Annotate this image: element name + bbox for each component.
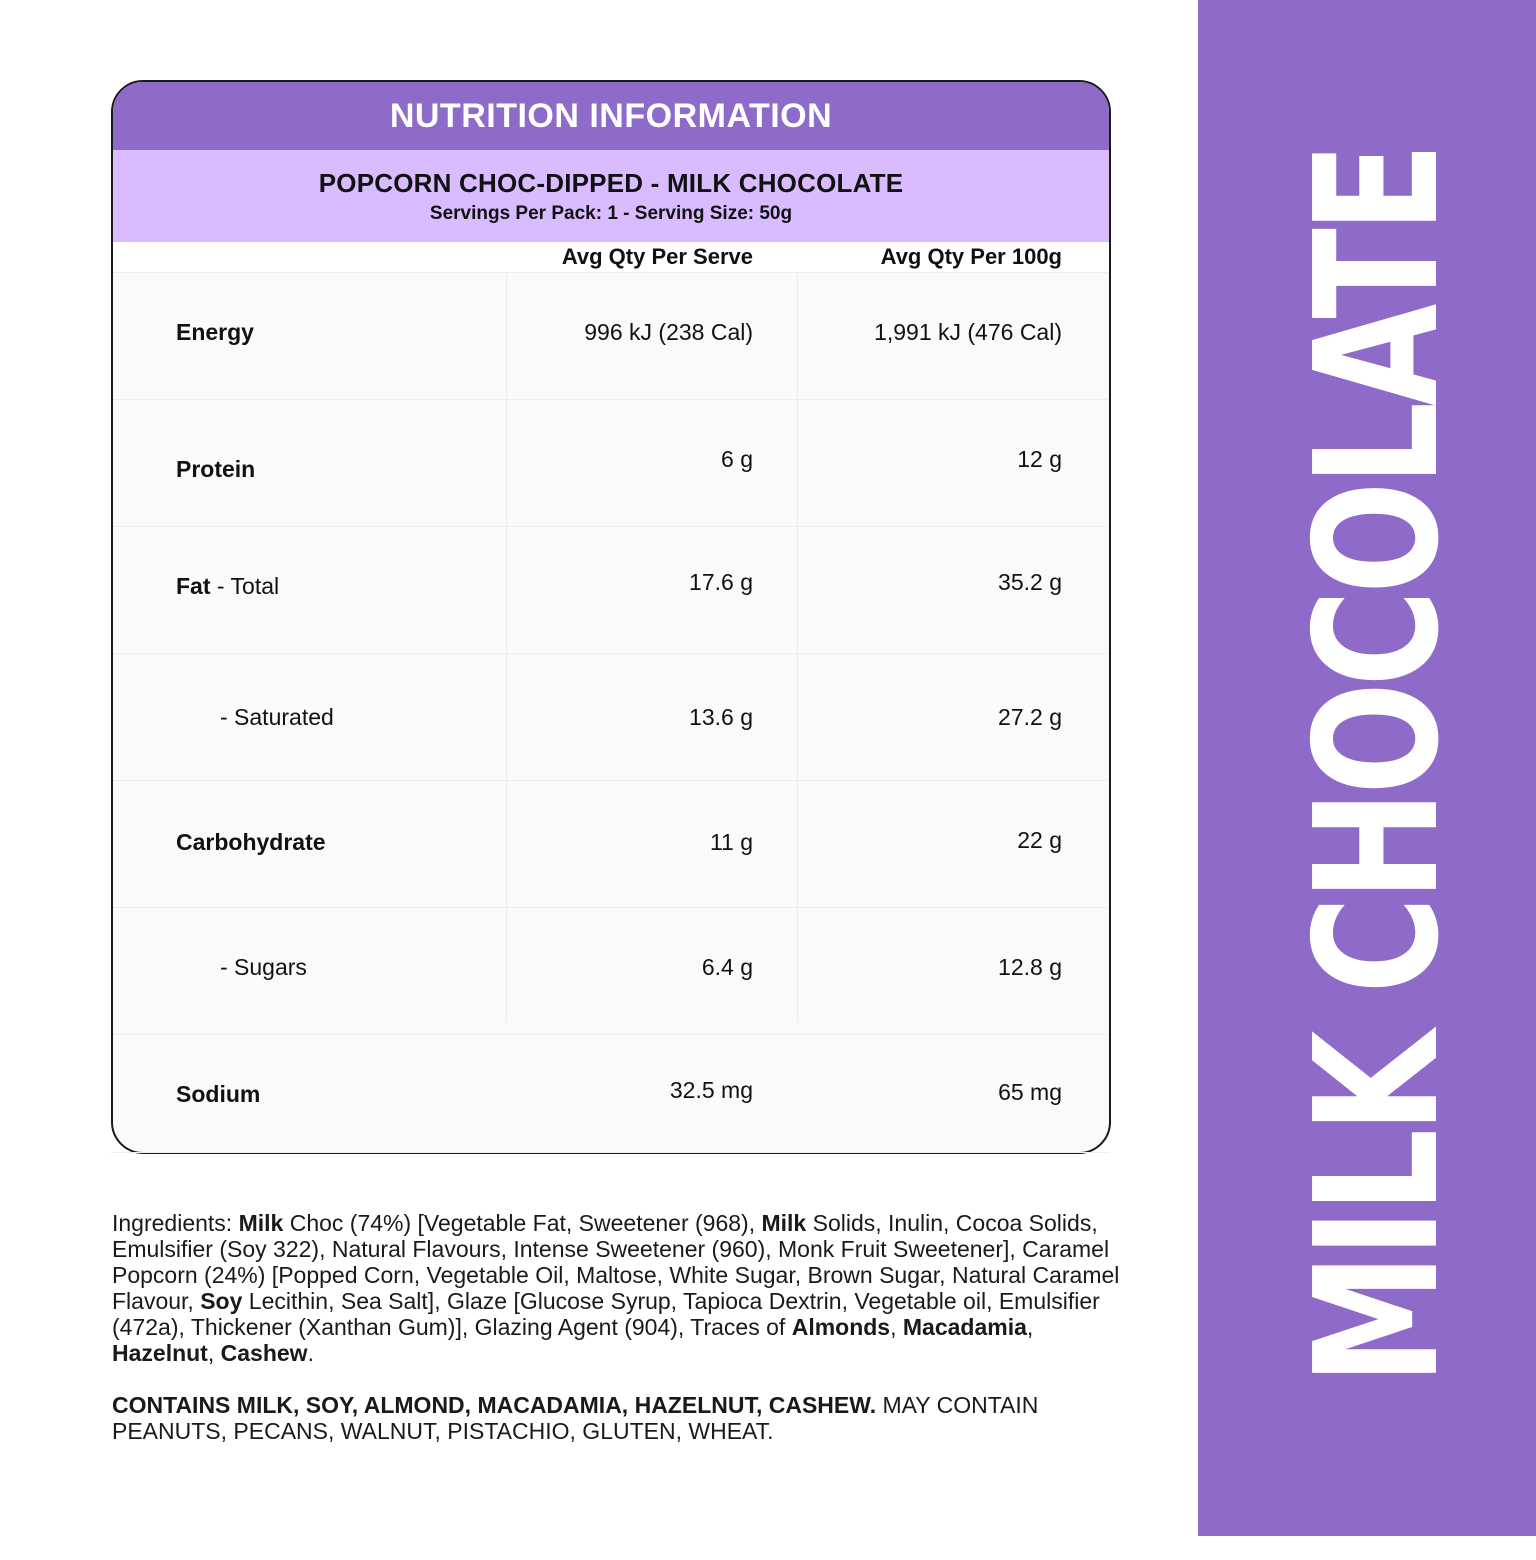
- table-row: [113, 272, 1109, 399]
- row-value-100g: 22 g: [1017, 827, 1062, 853]
- row-value-serve: 13.6 g: [689, 704, 753, 730]
- panel-title: NUTRITION INFORMATION: [113, 82, 1109, 150]
- row-value-serve: 11 g: [709, 829, 753, 855]
- ingredients-text: Ingredients: Milk Choc (74%) [Vegetable Fat, Sweetener (968), Milk Solids, Inulin, Cocoa Solids, Emulsifier (Soy 322), Natural Flavours, Intense Sweetener (960), Monk Fruit Sweetener], Caramel Popcorn (24%) [Popped Corn, Vegetable Oil, Maltose, White Sugar, Brown Sugar, Natural Caramel Flavour, Soy Lecithin, Sea Salt], Glaze [Glucose Syrup, Tapioca Dextrin, Vegetable oil, Emulsifier (472a), Thickener (Xanthan Gum)], Glazing Agent (904), Traces of Almonds, Macadamia, Hazelnut, Cashew.: [112, 1210, 1120, 1366]
- table-row: [113, 1034, 1109, 1154]
- row-value-serve: 32.5 mg: [669, 1077, 753, 1103]
- row-label: - Saturated: [220, 704, 334, 730]
- allergen-statement: CONTAINS MILK, SOY, ALMOND, MACADAMIA, HAZELNUT, CASHEW. MAY CONTAIN PEANUTS, PECANS, WALNUT, PISTACHIO, GLUTEN, WHEAT.: [112, 1392, 1039, 1444]
- product-header: [113, 150, 1109, 242]
- serving-info: Servings Per Pack: 1 - Serving Size: 50g: [429, 202, 793, 224]
- row-label: Protein: [176, 456, 256, 482]
- divider: [111, 1152, 1109, 1153]
- row-label: Fat - Total: [176, 573, 280, 599]
- table-row: [113, 653, 1109, 780]
- product-name: POPCORN CHOC-DIPPED - MILK CHOCOLATE: [318, 167, 904, 198]
- row-label: Carbohydrate: [176, 829, 326, 855]
- row-value-serve: 996 kJ (238 Cal): [584, 319, 753, 345]
- table-row: [113, 780, 1109, 907]
- nutrition-rows: [113, 272, 1109, 1154]
- table-row: [113, 526, 1109, 653]
- row-value-serve: 6.4 g: [701, 954, 753, 980]
- row-label: Sodium: [176, 1081, 261, 1107]
- row-value-100g: 1,991 kJ (476 Cal): [874, 319, 1062, 345]
- row-value-100g: 35.2 g: [998, 569, 1062, 595]
- row-value-100g: 12.8 g: [998, 954, 1062, 980]
- nutrition-panel: [111, 80, 1111, 1154]
- ingredients-block: [112, 1210, 1127, 1444]
- column-headers: [113, 242, 1109, 272]
- table-row: [113, 907, 1109, 1034]
- row-value-serve: 17.6 g: [689, 569, 753, 595]
- column-header-serve: Avg Qty Per Serve: [561, 244, 753, 269]
- side-label: MILK CHOCOLATE: [1279, 146, 1477, 1386]
- column-header-100g: Avg Qty Per 100g: [880, 244, 1062, 269]
- table-row: [113, 399, 1109, 526]
- row-label: - Sugars: [220, 954, 307, 980]
- row-value-100g: 27.2 g: [998, 704, 1062, 730]
- row-label: Energy: [176, 319, 254, 345]
- row-value-100g: 12 g: [1017, 446, 1062, 472]
- row-value-serve: 6 g: [721, 446, 753, 472]
- row-value-100g: 65 mg: [998, 1079, 1062, 1105]
